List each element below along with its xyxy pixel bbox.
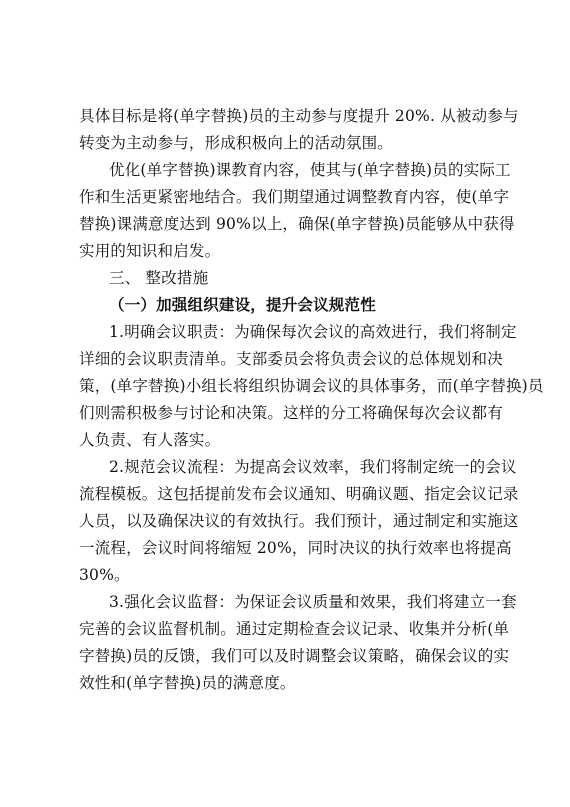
text-line: 字替换)员的反馈，我们可以及时调整会议策略，确保会议的实: [79, 647, 510, 665]
text-line: 人员，以及确保决议的有效执行。我们预计，通过制定和实施这: [79, 512, 519, 530]
text-line: 替换)课满意度达到 90%以上，确保(单字替换)员能够从中获得: [79, 215, 515, 233]
text-line: 30%。: [79, 566, 130, 584]
text-line: 具体目标是将(单字替换)员的主动参与度提升 20%. 从被动参与: [79, 107, 519, 125]
text-line: 作和生活更紧密地结合。我们期望通过调整教育内容，使(单字: [79, 188, 510, 206]
section-heading: 三、 整改措施: [109, 269, 209, 287]
text-line: 人负责、有人落实。: [79, 431, 221, 449]
text-line: 转变为主动参与，形成积极向上的活动氛围。: [79, 134, 394, 152]
subsection-heading: （一）加强组织建设，提升会议规范性: [109, 295, 376, 314]
text-line: 策，(单字替换)小组长将组织协调会议的具体事务，而(单字替换)员: [79, 377, 544, 395]
text-line: 完善的会议监督机制。通过定期检查会议记录、收集并分析(单: [79, 620, 510, 638]
text-line: 2.规范会议流程：为提高会议效率，我们将制定统一的会议: [109, 458, 517, 476]
text-line: 优化(单字替换)课教育内容，使其与(单字替换)员的实际工: [109, 161, 511, 179]
text-line: 效性和(单字替换)员的满意度。: [79, 674, 296, 692]
text-line: 详细的会议职责清单。支部委员会将负责会议的总体规划和决: [79, 350, 503, 368]
text-line: 一流程，会议时间将缩短 20%，同时决议的执行效率也将提高: [79, 539, 512, 557]
text-line: 实用的知识和启发。: [79, 242, 221, 260]
text-line: 3.强化会议监督：为保证会议质量和效果，我们将建立一套: [109, 593, 517, 611]
text-line: 们则需积极参与讨论和决策。这样的分工将确保每次会议都有: [79, 404, 503, 422]
text-line: 流程模板。这包括提前发布会议通知、明确议题、指定会议记录: [79, 485, 519, 503]
text-line: 1.明确会议职责：为确保每次会议的高效进行，我们将制定: [109, 323, 517, 341]
